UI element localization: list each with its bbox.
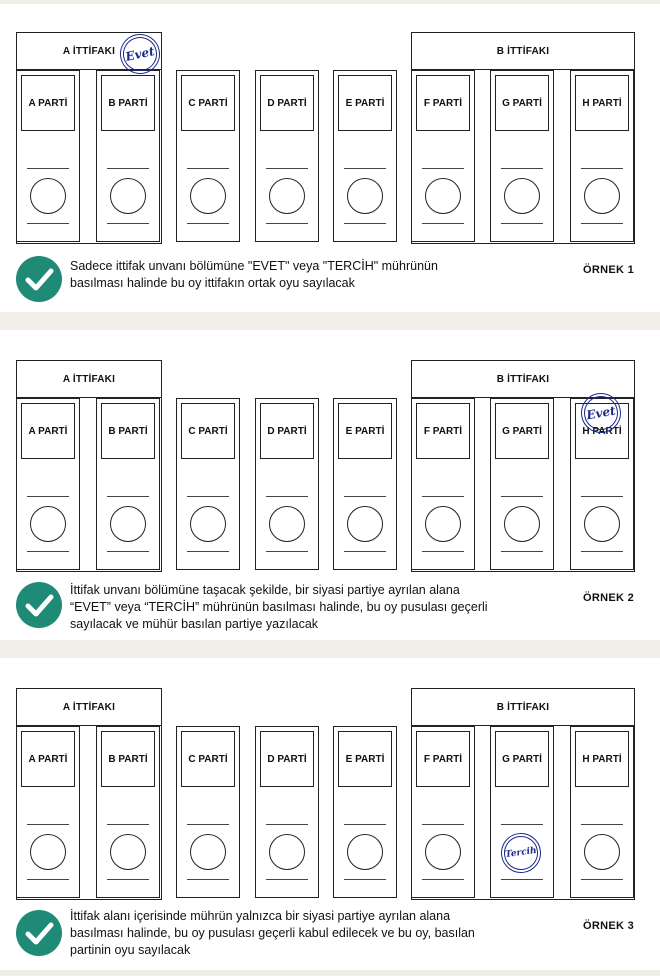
vote-circle <box>190 834 226 870</box>
alliance-a-title: A İTTİFAKI <box>17 689 161 726</box>
party-line <box>187 824 229 825</box>
party-name-f: F PARTİ <box>416 731 470 787</box>
caption-line: İttifak alanı içerisinde mührün yalnızca bir siyasi partiye ayrılan alana <box>70 909 451 923</box>
party-column-b <box>96 70 160 242</box>
vote-circle <box>30 506 66 542</box>
party-line <box>344 551 386 552</box>
party-line <box>107 168 149 169</box>
vote-circle <box>584 178 620 214</box>
party-line <box>187 551 229 552</box>
party-name-b: B PARTİ <box>101 75 155 131</box>
party-line <box>422 496 464 497</box>
vote-circle <box>110 178 146 214</box>
vote-circle <box>269 178 305 214</box>
party-line <box>581 496 623 497</box>
example-2 <box>0 330 660 640</box>
party-line <box>187 223 229 224</box>
party-name-c: C PARTİ <box>181 403 235 459</box>
party-line <box>107 824 149 825</box>
party-column-h <box>570 726 634 898</box>
vote-circle <box>269 506 305 542</box>
vote-circle <box>425 506 461 542</box>
example-label: ÖRNEK 1 <box>583 264 634 276</box>
party-column-a <box>16 726 80 898</box>
party-column-b <box>96 398 160 570</box>
party-name-d: D PARTİ <box>260 731 314 787</box>
vote-circle <box>584 506 620 542</box>
party-line <box>266 496 308 497</box>
party-column-d <box>255 726 319 898</box>
party-column-f <box>411 70 475 242</box>
party-name-g: G PARTİ <box>495 75 549 131</box>
party-line <box>501 551 543 552</box>
party-line <box>581 551 623 552</box>
alliance-a-title: A İTTİFAKI <box>17 33 161 70</box>
example-caption <box>70 908 475 959</box>
party-line <box>266 879 308 880</box>
party-column-d <box>255 70 319 242</box>
party-column-f <box>411 726 475 898</box>
party-name-a: A PARTİ <box>21 75 75 131</box>
check-icon <box>16 910 62 956</box>
party-line <box>581 168 623 169</box>
party-column-a <box>16 398 80 570</box>
party-line <box>422 223 464 224</box>
party-line <box>27 551 69 552</box>
vote-circle <box>347 178 383 214</box>
vote-circle <box>110 506 146 542</box>
party-column-e <box>333 398 397 570</box>
party-line <box>107 551 149 552</box>
caption-line: İttifak unvanı bölümüne taşacak şekilde, bir siyasi partiye ayrılan alana <box>70 583 460 597</box>
party-line <box>187 168 229 169</box>
party-line <box>266 168 308 169</box>
party-column-c <box>176 70 240 242</box>
party-line <box>107 223 149 224</box>
party-line <box>27 824 69 825</box>
party-line <box>344 824 386 825</box>
party-column-h <box>570 70 634 242</box>
party-line <box>27 168 69 169</box>
vote-circle <box>190 178 226 214</box>
party-name-g: G PARTİ <box>495 403 549 459</box>
party-name-h: H PARTİ <box>575 731 629 787</box>
vote-circle <box>584 834 620 870</box>
vote-circle <box>190 506 226 542</box>
party-column-e <box>333 726 397 898</box>
evet-stamp: Evet <box>578 390 624 436</box>
party-line <box>581 824 623 825</box>
party-line <box>422 824 464 825</box>
party-line <box>344 879 386 880</box>
example-caption <box>70 582 488 633</box>
party-column-c <box>176 726 240 898</box>
party-line <box>501 168 543 169</box>
alliance-b-title: B İTTİFAKI <box>412 361 634 398</box>
party-line <box>27 223 69 224</box>
party-line <box>344 496 386 497</box>
party-name-a: A PARTİ <box>21 403 75 459</box>
caption-line: basılması halinde, bu oy pusulası geçerli kabul edilecek ve bu oy, basılan <box>70 926 475 940</box>
party-column-g <box>490 398 554 570</box>
example-3 <box>0 658 660 970</box>
party-line <box>581 223 623 224</box>
party-name-a: A PARTİ <box>21 731 75 787</box>
party-name-d: D PARTİ <box>260 403 314 459</box>
party-line <box>27 879 69 880</box>
alliance-b-title: B İTTİFAKI <box>412 689 634 726</box>
party-column-f <box>411 398 475 570</box>
vote-circle <box>425 834 461 870</box>
check-icon <box>16 256 62 302</box>
party-line <box>422 168 464 169</box>
check-icon <box>16 582 62 628</box>
alliance-b-title: B İTTİFAKI <box>412 33 634 70</box>
vote-circle <box>504 506 540 542</box>
party-line <box>344 223 386 224</box>
tercih-stamp: Tercih <box>498 830 543 875</box>
example-label: ÖRNEK 3 <box>583 920 634 932</box>
vote-circle <box>30 178 66 214</box>
example-label: ÖRNEK 2 <box>583 592 634 604</box>
party-line <box>501 879 543 880</box>
caption-line: sayılacak ve mühür basılan partiye yazılacak <box>70 617 319 631</box>
party-column-e <box>333 70 397 242</box>
party-line <box>501 223 543 224</box>
party-name-b: B PARTİ <box>101 731 155 787</box>
party-name-c: C PARTİ <box>181 731 235 787</box>
vote-circle <box>347 834 383 870</box>
party-column-b <box>96 726 160 898</box>
caption-line: partinin oyu sayılacak <box>70 943 191 957</box>
party-column-c <box>176 398 240 570</box>
party-line <box>266 223 308 224</box>
party-column-g <box>490 70 554 242</box>
party-name-e: E PARTİ <box>338 75 392 131</box>
party-name-h: H PARTİ <box>575 403 629 459</box>
party-name-c: C PARTİ <box>181 75 235 131</box>
party-name-g: G PARTİ <box>495 731 549 787</box>
party-line <box>266 824 308 825</box>
party-name-f: F PARTİ <box>416 75 470 131</box>
caption-line: Sadece ittifak unvanı bölümüne "EVET" veya "TERCİH" mührünün <box>70 259 438 273</box>
vote-circle <box>425 178 461 214</box>
party-line <box>107 879 149 880</box>
party-line <box>266 551 308 552</box>
party-name-h: H PARTİ <box>575 75 629 131</box>
party-line <box>581 879 623 880</box>
party-line <box>501 496 543 497</box>
caption-line: basılması halinde bu oy ittifakın ortak oyu sayılacak <box>70 276 355 290</box>
alliance-a-title: A İTTİFAKI <box>17 361 161 398</box>
party-name-d: D PARTİ <box>260 75 314 131</box>
party-line <box>187 496 229 497</box>
party-line <box>27 496 69 497</box>
party-name-e: E PARTİ <box>338 731 392 787</box>
example-caption <box>70 258 438 292</box>
example-1 <box>0 4 660 312</box>
party-line <box>422 879 464 880</box>
vote-circle <box>110 834 146 870</box>
vote-circle <box>269 834 305 870</box>
party-name-b: B PARTİ <box>101 403 155 459</box>
caption-line: “EVET” veya “TERCİH” mührünün basılması halinde, bu oy pusulası geçerli <box>70 600 488 614</box>
party-line <box>422 551 464 552</box>
party-line <box>344 168 386 169</box>
party-name-e: E PARTİ <box>338 403 392 459</box>
party-line <box>107 496 149 497</box>
party-line <box>187 879 229 880</box>
party-column-a <box>16 70 80 242</box>
party-line <box>501 824 543 825</box>
party-name-f: F PARTİ <box>416 403 470 459</box>
evet-stamp: Evet <box>116 30 163 77</box>
vote-circle <box>504 178 540 214</box>
party-column-d <box>255 398 319 570</box>
vote-circle <box>347 506 383 542</box>
vote-circle <box>30 834 66 870</box>
